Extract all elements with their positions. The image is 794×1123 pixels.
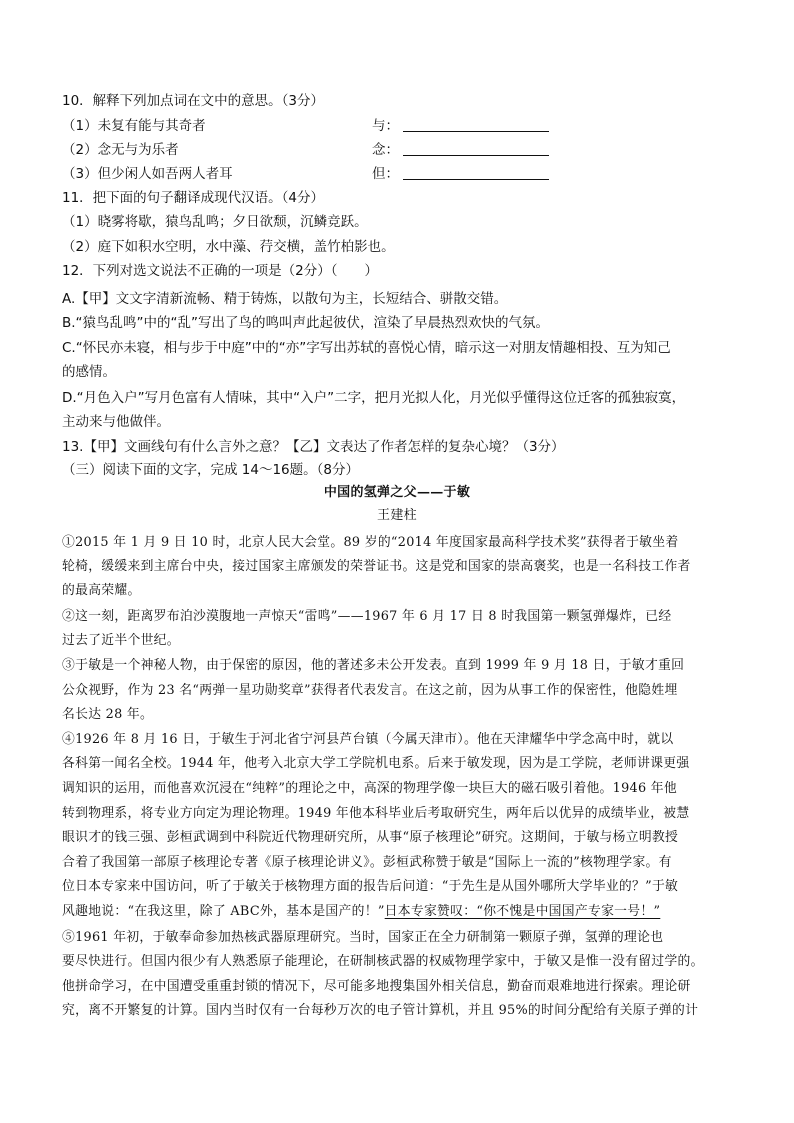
q12-option-c-cont: 的感情。 bbox=[62, 364, 116, 380]
q11-stem: 11．把下面的句子翻译成现代汉语。（4分） bbox=[62, 190, 325, 206]
q11-item-1: （1）晓雾将歇，猿鸟乱鸣；夕日欲颓，沉鳞竞跃。 bbox=[62, 214, 368, 230]
article-line-underlined bbox=[62, 903, 660, 921]
article-line: ③于敏是一个神秘人物，由于保密的原因，他的著述多未公开发表。直到 1999 年 9 月 18 日，于敏才重回 bbox=[62, 658, 685, 673]
q11-item-2: （2）庭下如积水空明，水中藻、荇交横，盖竹柏影也。 bbox=[62, 239, 395, 255]
article-line: 究，离不开繁复的计算。国内当时仅有一台每秒万次的电子管计算机，并且 95%的时间分配给有关原子弹的计 bbox=[62, 1003, 699, 1018]
q10-answer-label: 与： bbox=[372, 118, 399, 134]
q10-item-2 bbox=[62, 141, 399, 159]
q10-item-3 bbox=[62, 165, 399, 183]
article-line-start: 风趣地说：“在我这里，除了 ABC外，基本是国产的！” bbox=[62, 904, 385, 919]
q10-item-text: （1）未复有能与其奇者 bbox=[62, 118, 206, 134]
section3-heading: （三）阅读下面的文字，完成 14～16题。（8分） bbox=[62, 462, 359, 478]
article-line: ①2015 年 1 月 9 日 10 时，北京人民大会堂。89 岁的“2014 年度国家最高科学技术奖”获得者于敏坐着 bbox=[62, 535, 679, 550]
q10-stem: 10．解释下列加点词在文中的意思。（3分） bbox=[62, 93, 325, 109]
q12-option-d: D.“月色入户”写月色富有人情味，其中“入户”二字，把月光拟人化，月光似乎懂得这位迁客的孤独寂寞， bbox=[62, 390, 686, 406]
article-line: 公众视野，作为 23 名“两弹一星功勋奖章”获得者代表发言。在这之前，因为从事工作的保密性，他隐姓埋 bbox=[62, 683, 678, 698]
q12-option-d-cont: 主动来与他做伴。 bbox=[62, 414, 170, 430]
article-line: 轮椅，缓缓来到主席台中央，接过国家主席颁发的荣誉证书。这是党和国家的崇高褒奖，也是一名科技工作者 bbox=[62, 559, 691, 574]
underlined-sentence: 日本专家赞叹：“你不愧是中国国产专家一号！” bbox=[384, 904, 661, 919]
article-line: 各科第一闻名全校。1944 年，他考入北京大学工学院机电系。后来于敏发现，因为是工学院，老师讲课更强 bbox=[62, 756, 690, 771]
article-line: 合着了我国第一部原子核理论专著《原子核理论讲义》。彭桓武称赞于敏是“国际上一流的”核物理学家。有 bbox=[62, 855, 672, 870]
q12-option-b: B.“猿鸟乱鸣”中的“乱”写出了鸟的鸣叫声此起彼伏，渲染了早晨热烈欢快的气氛。 bbox=[62, 315, 550, 331]
q10-item-answer bbox=[372, 141, 549, 159]
q10-item-1 bbox=[62, 117, 399, 135]
article-line: ②这一刻，距离罗布泊沙漠腹地一声惊天“雷鸣”——1967 年 6 月 17 日 8 时我国第一颗氢弹爆炸，已经 bbox=[62, 609, 672, 624]
q12-option-a: A.【甲】文文字清新流畅、精于铸炼，以散句为主，长短结合、骈散交错。 bbox=[62, 291, 508, 307]
article-line: 他拼命学习，在中国遭受重重封锁的情况下，尽可能多地搜集国外相关信息，勤奋而艰难地进行探索。理论研 bbox=[62, 979, 691, 994]
article-line: 要尽快进行。但国内很少有人熟悉原子能理论，在研制核武器的权威物理学家中，于敏又是惟一没有留过学的。 bbox=[62, 954, 704, 969]
q10-answer-label: 念： bbox=[372, 142, 399, 158]
q12-stem: 12．下列对选文说法不正确的一项是（2分）（ ） bbox=[62, 263, 379, 279]
q10-answer-label: 但： bbox=[372, 166, 399, 182]
answer-blank[interactable] bbox=[403, 117, 549, 132]
q13-stem: 13.【甲】文画线句有什么言外之意？【乙】文表达了作者怎样的复杂心境？（3分） bbox=[62, 439, 565, 455]
article-line: 眼识才的钱三强、彭桓武调到中科院近代物理研究所，从事“原子核理论”研究。这期间，于敏与杨立明教授 bbox=[62, 830, 679, 845]
q10-item-answer bbox=[372, 117, 549, 135]
q10-item-text: （2）念无与为乐者 bbox=[62, 142, 179, 158]
article-line: ④1926 年 8 月 16 日，于敏生于河北省宁河县芦台镇（今属天津市）。他在天津耀华中学念高中时，就以 bbox=[62, 732, 674, 747]
article-line: 调知识的运用，而他喜欢沉浸在“纯粹”的理论之中，高深的物理学像一块巨大的磁石吸引着他。1946 年他 bbox=[62, 781, 677, 796]
q10-item-answer bbox=[372, 165, 549, 183]
article-line: 位日本专家来中国访问，听了于敏关于核物理方面的报告后问道：“于先生是从国外哪所大学毕业的？”于敏 bbox=[62, 879, 679, 894]
article-line: 的最高荣耀。 bbox=[62, 583, 141, 598]
article-title: 中国的氢弹之父——于敏 bbox=[323, 485, 471, 500]
answer-blank[interactable] bbox=[403, 141, 549, 156]
article-line: 名长达 28 年。 bbox=[62, 707, 154, 722]
q10-item-text: （3）但少闲人如吾两人者耳 bbox=[62, 166, 233, 182]
article-line: ⑤1961 年初，于敏奉命参加热核武器原理研究。当时，国家正在全力研制第一颗原子弹，氢弹的理论也 bbox=[62, 930, 664, 945]
answer-blank[interactable] bbox=[403, 165, 549, 180]
article-author: 王建柱 bbox=[377, 508, 417, 523]
article-line: 转到物理系，将专业方向定为理论物理。1949 年他本科毕业后考取研究生，两年后以优异的成绩毕业，被慧 bbox=[62, 806, 690, 821]
article-line: 过去了近半个世纪。 bbox=[62, 633, 180, 648]
q12-option-c: C.“怀民亦未寝，相与步于中庭”中的“亦”字写出苏轼的喜悦心情，暗示这一对朋友情趣相投、互为知己 bbox=[62, 340, 671, 356]
